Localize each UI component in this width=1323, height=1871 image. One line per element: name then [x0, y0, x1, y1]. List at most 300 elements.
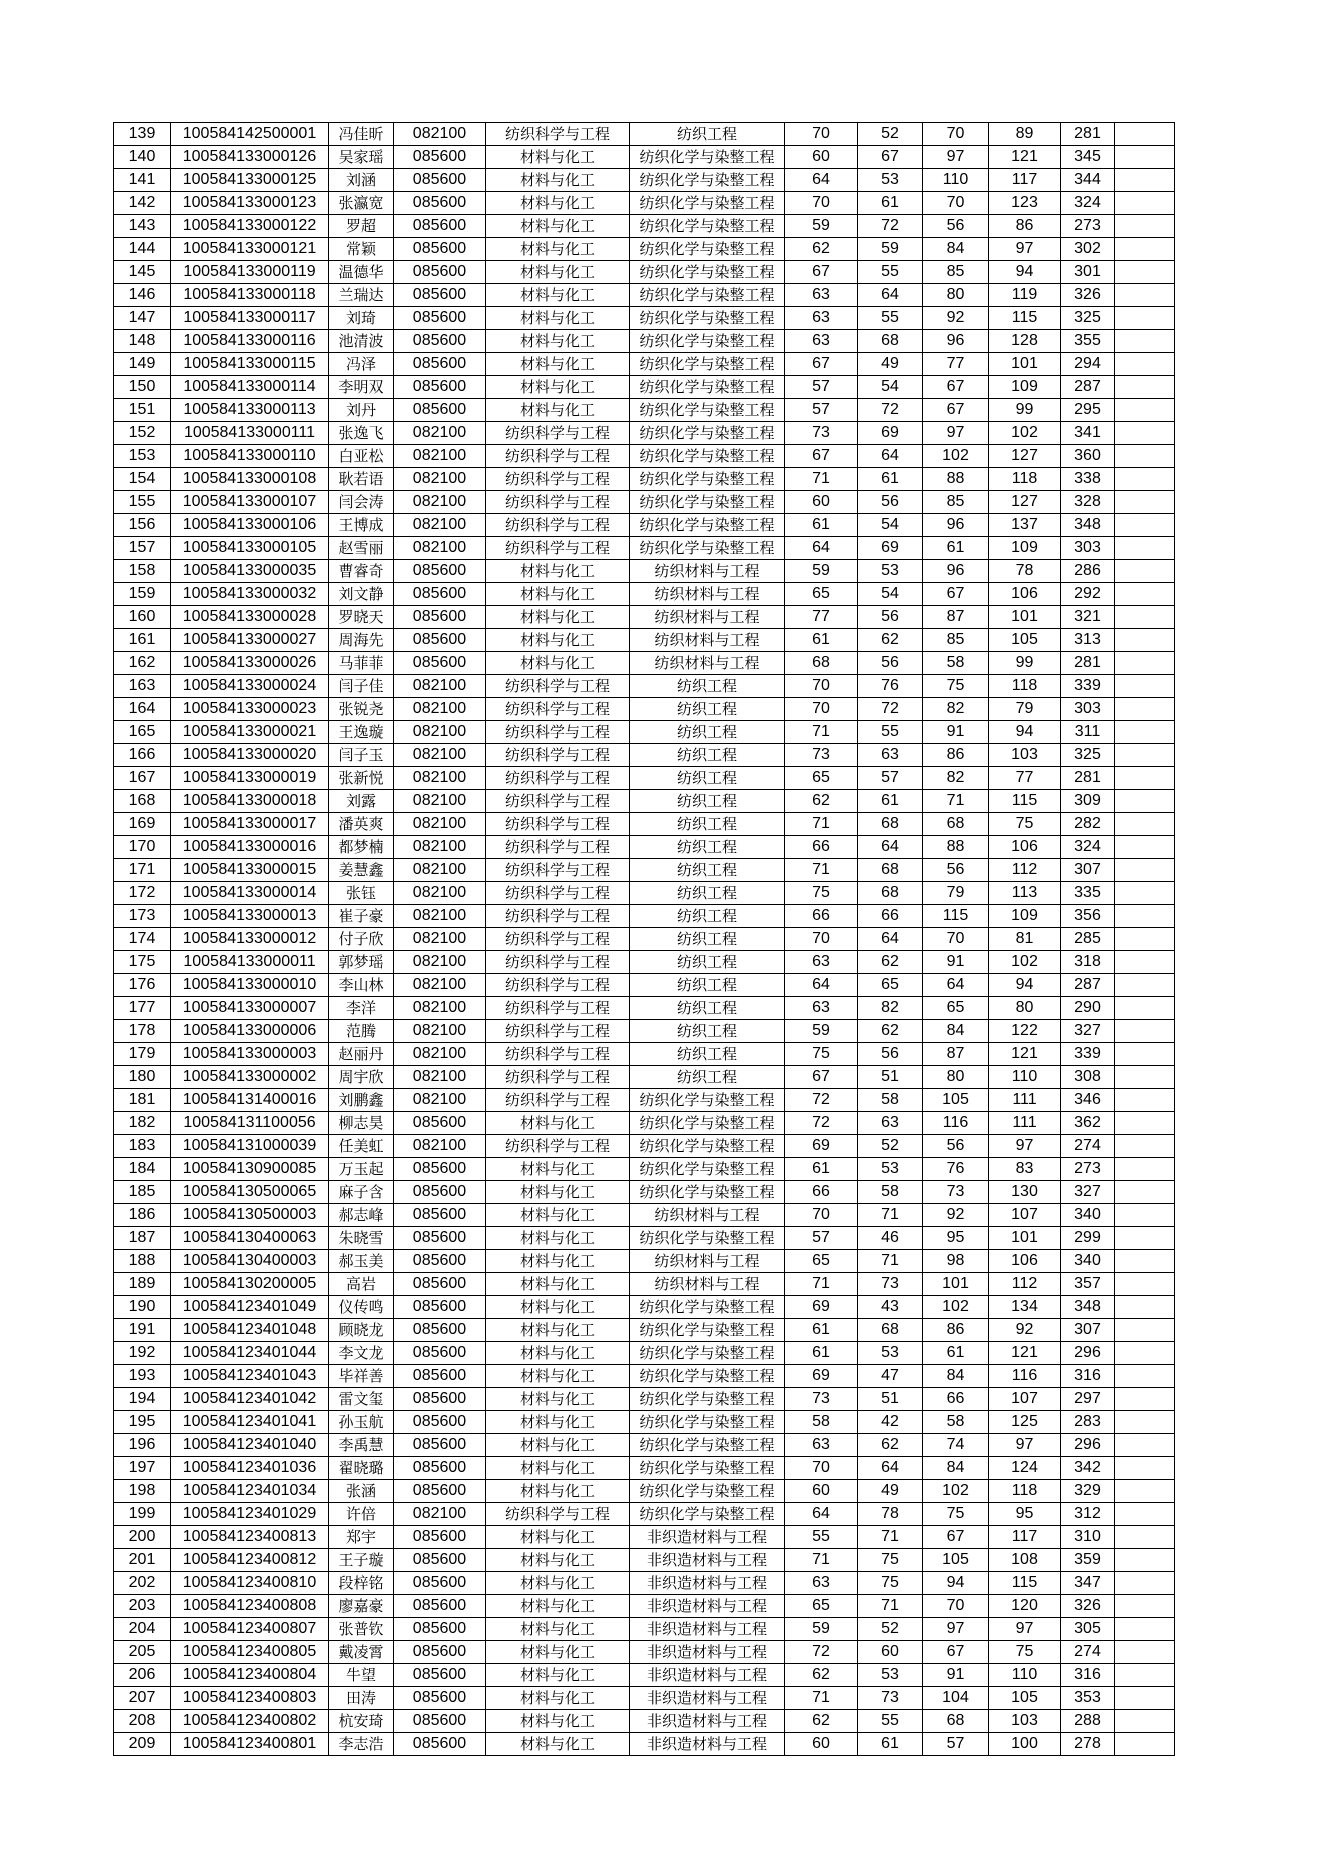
- politics-score-cell: 66: [785, 1181, 858, 1204]
- direction-cell: 纺织工程: [630, 1066, 785, 1089]
- discipline-cell: 纺织科学与工程: [486, 675, 630, 698]
- subject1-score-cell: 79: [923, 882, 989, 905]
- remark-cell: [1115, 790, 1175, 813]
- direction-cell: 纺织工程: [630, 997, 785, 1020]
- subject2-score-cell: 81: [989, 928, 1061, 951]
- table-row: [114, 1365, 1175, 1388]
- subject2-score-cell: 124: [989, 1457, 1061, 1480]
- major-code-cell: 082100: [394, 1020, 486, 1043]
- seq-cell: 162: [114, 652, 171, 675]
- subject1-score-cell: 68: [923, 813, 989, 836]
- english-score-cell: 61: [858, 1733, 923, 1756]
- politics-score-cell: 65: [785, 1595, 858, 1618]
- subject1-score-cell: 61: [923, 1342, 989, 1365]
- exam-id-cell: 100584123401044: [171, 1342, 329, 1365]
- table-row: [114, 767, 1175, 790]
- subject2-score-cell: 107: [989, 1388, 1061, 1411]
- total-score-cell: 346: [1061, 1089, 1115, 1112]
- politics-score-cell: 64: [785, 974, 858, 997]
- discipline-cell: 纺织科学与工程: [486, 882, 630, 905]
- subject1-score-cell: 67: [923, 1526, 989, 1549]
- total-score-cell: 340: [1061, 1250, 1115, 1273]
- total-score-cell: 283: [1061, 1411, 1115, 1434]
- english-score-cell: 68: [858, 859, 923, 882]
- remark-cell: [1115, 330, 1175, 353]
- politics-score-cell: 62: [785, 238, 858, 261]
- remark-cell: [1115, 1641, 1175, 1664]
- english-score-cell: 68: [858, 330, 923, 353]
- exam-id-cell: 100584123400802: [171, 1710, 329, 1733]
- total-score-cell: 347: [1061, 1572, 1115, 1595]
- remark-cell: [1115, 721, 1175, 744]
- english-score-cell: 46: [858, 1227, 923, 1250]
- direction-cell: 非织造材料与工程: [630, 1549, 785, 1572]
- direction-cell: 纺织化学与染整工程: [630, 1388, 785, 1411]
- subject1-score-cell: 105: [923, 1549, 989, 1572]
- politics-score-cell: 60: [785, 1480, 858, 1503]
- discipline-cell: 材料与化工: [486, 284, 630, 307]
- total-score-cell: 288: [1061, 1710, 1115, 1733]
- major-code-cell: 085600: [394, 1112, 486, 1135]
- name-cell: 王逸璇: [329, 721, 394, 744]
- total-score-cell: 344: [1061, 169, 1115, 192]
- name-cell: 戴凌霄: [329, 1641, 394, 1664]
- table-row: [114, 1664, 1175, 1687]
- subject2-score-cell: 106: [989, 583, 1061, 606]
- exam-id-cell: 100584130400063: [171, 1227, 329, 1250]
- major-code-cell: 082100: [394, 698, 486, 721]
- total-score-cell: 296: [1061, 1434, 1115, 1457]
- discipline-cell: 材料与化工: [486, 1181, 630, 1204]
- direction-cell: 非织造材料与工程: [630, 1641, 785, 1664]
- politics-score-cell: 70: [785, 123, 858, 146]
- remark-cell: [1115, 652, 1175, 675]
- direction-cell: 纺织化学与染整工程: [630, 1158, 785, 1181]
- discipline-cell: 材料与化工: [486, 1158, 630, 1181]
- major-code-cell: 085600: [394, 1710, 486, 1733]
- remark-cell: [1115, 1066, 1175, 1089]
- total-score-cell: 345: [1061, 146, 1115, 169]
- direction-cell: 纺织化学与染整工程: [630, 422, 785, 445]
- remark-cell: [1115, 1250, 1175, 1273]
- name-cell: 毕祥善: [329, 1365, 394, 1388]
- subject2-score-cell: 94: [989, 261, 1061, 284]
- remark-cell: [1115, 468, 1175, 491]
- name-cell: 崔子豪: [329, 905, 394, 928]
- subject1-score-cell: 87: [923, 1043, 989, 1066]
- direction-cell: 纺织材料与工程: [630, 1250, 785, 1273]
- english-score-cell: 72: [858, 698, 923, 721]
- exam-id-cell: 100584123400804: [171, 1664, 329, 1687]
- major-code-cell: 085600: [394, 1365, 486, 1388]
- exam-id-cell: 100584133000006: [171, 1020, 329, 1043]
- major-code-cell: 085600: [394, 1572, 486, 1595]
- discipline-cell: 纺织科学与工程: [486, 951, 630, 974]
- direction-cell: 纺织化学与染整工程: [630, 238, 785, 261]
- english-score-cell: 42: [858, 1411, 923, 1434]
- subject1-score-cell: 92: [923, 1204, 989, 1227]
- english-score-cell: 64: [858, 445, 923, 468]
- subject2-score-cell: 86: [989, 215, 1061, 238]
- table-row: [114, 123, 1175, 146]
- subject2-score-cell: 117: [989, 1526, 1061, 1549]
- subject1-score-cell: 104: [923, 1687, 989, 1710]
- discipline-cell: 纺织科学与工程: [486, 1043, 630, 1066]
- score-table-body: [114, 123, 1175, 1756]
- seq-cell: 139: [114, 123, 171, 146]
- name-cell: 曹睿奇: [329, 560, 394, 583]
- exam-id-cell: 100584133000107: [171, 491, 329, 514]
- discipline-cell: 纺织科学与工程: [486, 721, 630, 744]
- remark-cell: [1115, 1388, 1175, 1411]
- politics-score-cell: 61: [785, 629, 858, 652]
- seq-cell: 170: [114, 836, 171, 859]
- name-cell: 池清波: [329, 330, 394, 353]
- name-cell: 郝玉美: [329, 1250, 394, 1273]
- subject2-score-cell: 110: [989, 1664, 1061, 1687]
- exam-id-cell: 100584133000123: [171, 192, 329, 215]
- major-code-cell: 085600: [394, 169, 486, 192]
- subject1-score-cell: 56: [923, 859, 989, 882]
- total-score-cell: 355: [1061, 330, 1115, 353]
- total-score-cell: 339: [1061, 1043, 1115, 1066]
- major-code-cell: 082100: [394, 974, 486, 997]
- major-code-cell: 085600: [394, 1411, 486, 1434]
- subject1-score-cell: 56: [923, 215, 989, 238]
- total-score-cell: 357: [1061, 1273, 1115, 1296]
- discipline-cell: 纺织科学与工程: [486, 422, 630, 445]
- name-cell: 刘琦: [329, 307, 394, 330]
- subject1-score-cell: 64: [923, 974, 989, 997]
- subject1-score-cell: 70: [923, 928, 989, 951]
- major-code-cell: 082100: [394, 882, 486, 905]
- subject1-score-cell: 91: [923, 721, 989, 744]
- politics-score-cell: 69: [785, 1135, 858, 1158]
- total-score-cell: 335: [1061, 882, 1115, 905]
- exam-id-cell: 100584123401041: [171, 1411, 329, 1434]
- subject1-score-cell: 98: [923, 1250, 989, 1273]
- discipline-cell: 材料与化工: [486, 1733, 630, 1756]
- discipline-cell: 材料与化工: [486, 1342, 630, 1365]
- remark-cell: [1115, 1411, 1175, 1434]
- table-row: [114, 1503, 1175, 1526]
- remark-cell: [1115, 1434, 1175, 1457]
- total-score-cell: 329: [1061, 1480, 1115, 1503]
- discipline-cell: 材料与化工: [486, 1480, 630, 1503]
- direction-cell: 非织造材料与工程: [630, 1733, 785, 1756]
- table-row: [114, 1388, 1175, 1411]
- total-score-cell: 309: [1061, 790, 1115, 813]
- remark-cell: [1115, 1687, 1175, 1710]
- discipline-cell: 纺织科学与工程: [486, 514, 630, 537]
- total-score-cell: 295: [1061, 399, 1115, 422]
- seq-cell: 194: [114, 1388, 171, 1411]
- subject2-score-cell: 97: [989, 1434, 1061, 1457]
- subject2-score-cell: 112: [989, 859, 1061, 882]
- exam-id-cell: 100584133000035: [171, 560, 329, 583]
- seq-cell: 197: [114, 1457, 171, 1480]
- name-cell: 张瀛宽: [329, 192, 394, 215]
- major-code-cell: 085600: [394, 1457, 486, 1480]
- subject1-score-cell: 67: [923, 583, 989, 606]
- politics-score-cell: 72: [785, 1089, 858, 1112]
- total-score-cell: 290: [1061, 997, 1115, 1020]
- total-score-cell: 356: [1061, 905, 1115, 928]
- seq-cell: 144: [114, 238, 171, 261]
- name-cell: 张钰: [329, 882, 394, 905]
- subject1-score-cell: 71: [923, 790, 989, 813]
- exam-id-cell: 100584133000116: [171, 330, 329, 353]
- subject1-score-cell: 97: [923, 1618, 989, 1641]
- name-cell: 白亚松: [329, 445, 394, 468]
- seq-cell: 142: [114, 192, 171, 215]
- direction-cell: 纺织工程: [630, 767, 785, 790]
- name-cell: 刘文静: [329, 583, 394, 606]
- subject2-score-cell: 99: [989, 399, 1061, 422]
- major-code-cell: 085600: [394, 1733, 486, 1756]
- subject1-score-cell: 76: [923, 1158, 989, 1181]
- subject2-score-cell: 103: [989, 1710, 1061, 1733]
- seq-cell: 180: [114, 1066, 171, 1089]
- exam-id-cell: 100584133000117: [171, 307, 329, 330]
- total-score-cell: 302: [1061, 238, 1115, 261]
- subject1-score-cell: 70: [923, 123, 989, 146]
- politics-score-cell: 73: [785, 744, 858, 767]
- exam-id-cell: 100584133000021: [171, 721, 329, 744]
- exam-id-cell: 100584133000115: [171, 353, 329, 376]
- table-row: [114, 1204, 1175, 1227]
- politics-score-cell: 73: [785, 422, 858, 445]
- subject1-score-cell: 87: [923, 606, 989, 629]
- total-score-cell: 326: [1061, 284, 1115, 307]
- politics-score-cell: 77: [785, 606, 858, 629]
- direction-cell: 纺织化学与染整工程: [630, 1319, 785, 1342]
- exam-id-cell: 100584133000110: [171, 445, 329, 468]
- politics-score-cell: 62: [785, 790, 858, 813]
- seq-cell: 181: [114, 1089, 171, 1112]
- total-score-cell: 303: [1061, 698, 1115, 721]
- english-score-cell: 82: [858, 997, 923, 1020]
- subject2-score-cell: 115: [989, 1572, 1061, 1595]
- exam-id-cell: 100584133000012: [171, 928, 329, 951]
- subject2-score-cell: 111: [989, 1089, 1061, 1112]
- total-score-cell: 273: [1061, 215, 1115, 238]
- total-score-cell: 292: [1061, 583, 1115, 606]
- remark-cell: [1115, 192, 1175, 215]
- total-score-cell: 327: [1061, 1020, 1115, 1043]
- seq-cell: 145: [114, 261, 171, 284]
- politics-score-cell: 63: [785, 307, 858, 330]
- direction-cell: 纺织材料与工程: [630, 1273, 785, 1296]
- discipline-cell: 纺织科学与工程: [486, 859, 630, 882]
- politics-score-cell: 55: [785, 1526, 858, 1549]
- english-score-cell: 71: [858, 1526, 923, 1549]
- exam-id-cell: 100584133000027: [171, 629, 329, 652]
- remark-cell: [1115, 1227, 1175, 1250]
- table-row: [114, 192, 1175, 215]
- table-row: [114, 905, 1175, 928]
- subject1-score-cell: 75: [923, 1503, 989, 1526]
- table-row: [114, 514, 1175, 537]
- exam-id-cell: 100584133000125: [171, 169, 329, 192]
- major-code-cell: 085600: [394, 376, 486, 399]
- seq-cell: 147: [114, 307, 171, 330]
- politics-score-cell: 60: [785, 146, 858, 169]
- seq-cell: 173: [114, 905, 171, 928]
- total-score-cell: 348: [1061, 514, 1115, 537]
- subject1-score-cell: 75: [923, 675, 989, 698]
- table-row: [114, 1181, 1175, 1204]
- english-score-cell: 53: [858, 1158, 923, 1181]
- seq-cell: 196: [114, 1434, 171, 1457]
- politics-score-cell: 71: [785, 1549, 858, 1572]
- major-code-cell: 085600: [394, 1595, 486, 1618]
- politics-score-cell: 63: [785, 1572, 858, 1595]
- name-cell: 李禹慧: [329, 1434, 394, 1457]
- direction-cell: 非织造材料与工程: [630, 1595, 785, 1618]
- major-code-cell: 085600: [394, 1227, 486, 1250]
- politics-score-cell: 70: [785, 1204, 858, 1227]
- subject2-score-cell: 108: [989, 1549, 1061, 1572]
- major-code-cell: 085600: [394, 1158, 486, 1181]
- major-code-cell: 082100: [394, 859, 486, 882]
- total-score-cell: 318: [1061, 951, 1115, 974]
- direction-cell: 纺织化学与染整工程: [630, 537, 785, 560]
- politics-score-cell: 75: [785, 1043, 858, 1066]
- subject2-score-cell: 115: [989, 307, 1061, 330]
- major-code-cell: 085600: [394, 399, 486, 422]
- politics-score-cell: 72: [785, 1112, 858, 1135]
- subject2-score-cell: 92: [989, 1319, 1061, 1342]
- seq-cell: 154: [114, 468, 171, 491]
- remark-cell: [1115, 1710, 1175, 1733]
- table-row: [114, 399, 1175, 422]
- name-cell: 任美虹: [329, 1135, 394, 1158]
- total-score-cell: 305: [1061, 1618, 1115, 1641]
- english-score-cell: 54: [858, 514, 923, 537]
- english-score-cell: 71: [858, 1204, 923, 1227]
- subject1-score-cell: 84: [923, 1365, 989, 1388]
- exam-id-cell: 100584123401034: [171, 1480, 329, 1503]
- seq-cell: 160: [114, 606, 171, 629]
- english-score-cell: 54: [858, 583, 923, 606]
- discipline-cell: 纺织科学与工程: [486, 974, 630, 997]
- politics-score-cell: 57: [785, 1227, 858, 1250]
- name-cell: 仪传鸣: [329, 1296, 394, 1319]
- english-score-cell: 61: [858, 192, 923, 215]
- remark-cell: [1115, 261, 1175, 284]
- direction-cell: 非织造材料与工程: [630, 1572, 785, 1595]
- name-cell: 田涛: [329, 1687, 394, 1710]
- major-code-cell: 085600: [394, 1526, 486, 1549]
- remark-cell: [1115, 951, 1175, 974]
- total-score-cell: 312: [1061, 1503, 1115, 1526]
- remark-cell: [1115, 422, 1175, 445]
- score-table: [113, 122, 1175, 1756]
- politics-score-cell: 70: [785, 928, 858, 951]
- table-row: [114, 1549, 1175, 1572]
- exam-id-cell: 100584123400807: [171, 1618, 329, 1641]
- politics-score-cell: 69: [785, 1365, 858, 1388]
- total-score-cell: 362: [1061, 1112, 1115, 1135]
- discipline-cell: 纺织科学与工程: [486, 997, 630, 1020]
- name-cell: 刘露: [329, 790, 394, 813]
- exam-id-cell: 100584123401029: [171, 1503, 329, 1526]
- table-row: [114, 1066, 1175, 1089]
- subject1-score-cell: 84: [923, 238, 989, 261]
- politics-score-cell: 65: [785, 583, 858, 606]
- discipline-cell: 纺织科学与工程: [486, 537, 630, 560]
- remark-cell: [1115, 1204, 1175, 1227]
- remark-cell: [1115, 1733, 1175, 1756]
- subject1-score-cell: 85: [923, 261, 989, 284]
- table-row: [114, 1158, 1175, 1181]
- exam-id-cell: 100584133000013: [171, 905, 329, 928]
- table-row: [114, 1457, 1175, 1480]
- remark-cell: [1115, 307, 1175, 330]
- table-row: [114, 1526, 1175, 1549]
- seq-cell: 161: [114, 629, 171, 652]
- seq-cell: 141: [114, 169, 171, 192]
- politics-score-cell: 60: [785, 1733, 858, 1756]
- politics-score-cell: 62: [785, 1710, 858, 1733]
- major-code-cell: 085600: [394, 1480, 486, 1503]
- total-score-cell: 307: [1061, 859, 1115, 882]
- exam-id-cell: 100584133000010: [171, 974, 329, 997]
- seq-cell: 140: [114, 146, 171, 169]
- name-cell: 廖嘉豪: [329, 1595, 394, 1618]
- subject2-score-cell: 89: [989, 123, 1061, 146]
- direction-cell: 纺织工程: [630, 905, 785, 928]
- exam-id-cell: 100584133000118: [171, 284, 329, 307]
- subject1-score-cell: 91: [923, 951, 989, 974]
- major-code-cell: 082100: [394, 767, 486, 790]
- english-score-cell: 58: [858, 1089, 923, 1112]
- total-score-cell: 340: [1061, 1204, 1115, 1227]
- english-score-cell: 63: [858, 1112, 923, 1135]
- seq-cell: 201: [114, 1549, 171, 1572]
- exam-id-cell: 100584130500065: [171, 1181, 329, 1204]
- name-cell: 都梦楠: [329, 836, 394, 859]
- table-row: [114, 284, 1175, 307]
- exam-id-cell: 100584123400801: [171, 1733, 329, 1756]
- discipline-cell: 材料与化工: [486, 215, 630, 238]
- remark-cell: [1115, 1526, 1175, 1549]
- english-score-cell: 56: [858, 606, 923, 629]
- seq-cell: 206: [114, 1664, 171, 1687]
- discipline-cell: 材料与化工: [486, 1664, 630, 1687]
- total-score-cell: 296: [1061, 1342, 1115, 1365]
- seq-cell: 158: [114, 560, 171, 583]
- subject1-score-cell: 82: [923, 698, 989, 721]
- remark-cell: [1115, 399, 1175, 422]
- table-row: [114, 238, 1175, 261]
- major-code-cell: 085600: [394, 1641, 486, 1664]
- name-cell: 张新悦: [329, 767, 394, 790]
- subject1-score-cell: 96: [923, 560, 989, 583]
- discipline-cell: 纺织科学与工程: [486, 445, 630, 468]
- seq-cell: 202: [114, 1572, 171, 1595]
- table-row: [114, 675, 1175, 698]
- discipline-cell: 材料与化工: [486, 1549, 630, 1572]
- total-score-cell: 294: [1061, 353, 1115, 376]
- direction-cell: 纺织工程: [630, 123, 785, 146]
- subject1-score-cell: 74: [923, 1434, 989, 1457]
- subject1-score-cell: 88: [923, 468, 989, 491]
- table-row: [114, 330, 1175, 353]
- name-cell: 张涵: [329, 1480, 394, 1503]
- discipline-cell: 材料与化工: [486, 560, 630, 583]
